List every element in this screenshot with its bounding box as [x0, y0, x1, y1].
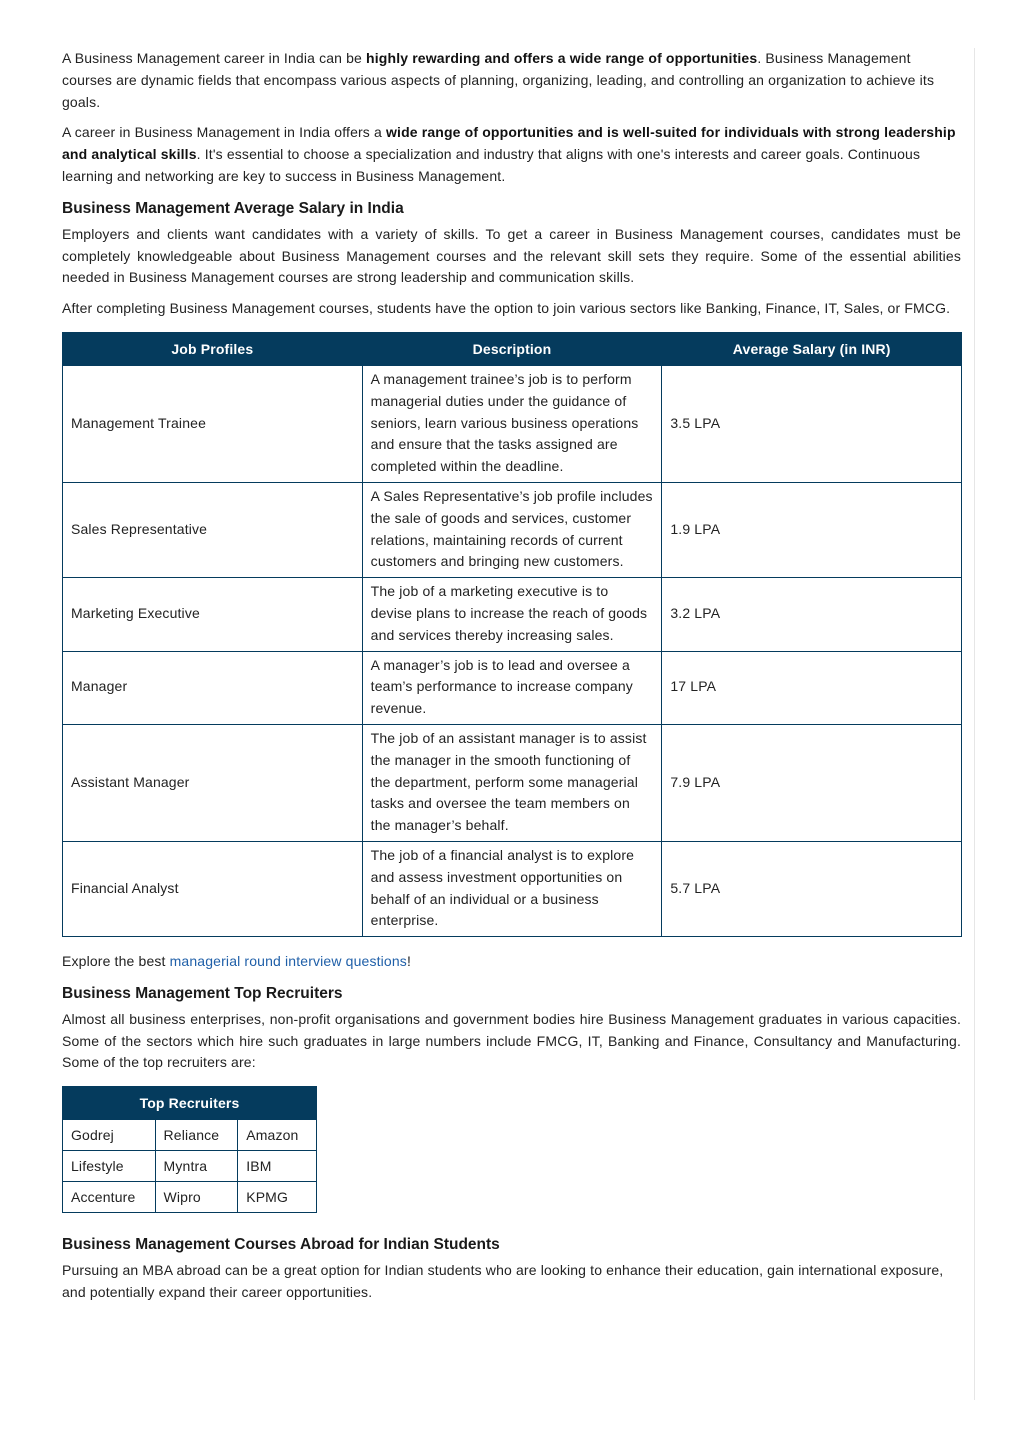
interview-questions-link[interactable]: managerial round interview questions [169, 953, 407, 970]
intro-text: A career in Business Management in India offers a [62, 124, 386, 141]
recruiter-cell: Wipro [155, 1182, 238, 1213]
salary-cell: 3.2 LPA [662, 578, 962, 651]
salary-cell: 17 LPA [662, 651, 962, 724]
job-profile-cell: Assistant Manager [63, 724, 363, 841]
table-row [63, 1182, 317, 1213]
salary-table [62, 332, 962, 937]
recruiters-paragraph: Almost all business enterprises, non-profit organisations and government bodies hire Business Management graduates in various capacities. Some of the sectors which hire such graduates in large numbers include FMCG, IT, Banking and Finance, Consultancy and Manufacturing. Some of the top recruiters are: [62, 1010, 961, 1071]
table-row [63, 365, 962, 482]
salary-table-header-row [63, 332, 962, 365]
salary-heading: Business Management Average Salary in India [62, 199, 404, 217]
explore-paragraph [62, 951, 961, 973]
recruiter-cell: Myntra [155, 1151, 238, 1182]
job-profile-cell: Manager [63, 651, 363, 724]
intro-paragraph-1 [62, 48, 961, 113]
salary-paragraph-2: After completing Business Management courses, students have the option to join various sectors like Banking, Finance, IT, Sales, or FMCG. [62, 300, 951, 317]
top-recruiters-header-row [63, 1087, 317, 1120]
recruiter-cell: Reliance [155, 1120, 238, 1151]
description-cell: The job of an assistant manager is to assist the manager in the smooth functioning of the department, perform some managerial tasks and oversee the team members on the manager’s behalf. [362, 724, 662, 841]
table-row [63, 841, 962, 936]
table-row [63, 578, 962, 651]
table-row [63, 482, 962, 577]
right-border-line [974, 48, 975, 1400]
recruiter-cell: Godrej [63, 1120, 156, 1151]
explore-text: ! [406, 953, 411, 970]
intro-emphasis: wide range of opportunities and is well-suited for individuals with strong leadership and analytical skills [62, 124, 956, 163]
salary-cell: 3.5 LPA [662, 365, 962, 482]
description-cell: The job of a financial analyst is to explore and assess investment opportunities on behalf of an individual or a business enterprise. [362, 841, 662, 936]
abroad-heading: Business Management Courses Abroad for Indian Students [62, 1236, 500, 1254]
recruiter-cell: Amazon [238, 1120, 317, 1151]
recruiters-heading: Business Management Top Recruiters [62, 984, 343, 1002]
abroad-paragraph: Pursuing an MBA abroad can be a great option for Indian students who are looking to enhance their education, gain international exposure, and potentially expand their career opportunities. [62, 1262, 944, 1301]
top-recruiters-table [62, 1086, 317, 1213]
description-cell: The job of a marketing executive is to devise plans to increase the reach of goods and services thereby increasing sales. [362, 578, 662, 651]
explore-text: Explore the best [62, 953, 170, 970]
column-header-job-profiles: Job Profiles [63, 332, 363, 365]
salary-cell: 7.9 LPA [662, 724, 962, 841]
intro-text: . It's essential to choose a specialization and industry that aligns with one's interests and career goals. Continuous learning and networking are key to success in Business Management. [62, 146, 921, 184]
job-profile-cell: Marketing Executive [63, 578, 363, 651]
table-row [63, 724, 962, 841]
description-cell: A management trainee’s job is to perform managerial duties under the guidance of seniors, learn various business operations and ensure that the tasks assigned are completed within the deadline. [362, 365, 662, 482]
table-row [63, 1151, 317, 1182]
table-row [63, 651, 962, 724]
recruiter-cell: KPMG [238, 1182, 317, 1213]
salary-cell: 5.7 LPA [662, 841, 962, 936]
description-cell: A Sales Representative’s job profile includes the sale of goods and services, customer relations, maintaining records of current customers and bringing new customers. [362, 482, 662, 577]
salary-cell: 1.9 LPA [662, 482, 962, 577]
intro-text: A Business Management career in India can be [62, 50, 367, 66]
description-cell: A manager’s job is to lead and oversee a team’s performance to increase company revenue. [362, 651, 662, 724]
job-profile-cell: Sales Representative [63, 482, 363, 577]
table-row [63, 1120, 317, 1151]
column-header-description: Description [362, 332, 662, 365]
salary-paragraph-1: Employers and clients want candidates with a variety of skills. To get a career in Business Management courses, candidates must be completely knowledgeable about Business Management courses and the relevant skill sets they require. Some of the essential abilities needed in Business Management courses are strong leadership and communication skills. [62, 225, 961, 286]
recruiter-cell: IBM [238, 1151, 317, 1182]
recruiter-cell: Lifestyle [63, 1151, 156, 1182]
article-content [62, 48, 961, 1313]
intro-emphasis: highly rewarding and offers a wide range of opportunities [366, 50, 758, 66]
job-profile-cell: Management Trainee [63, 365, 363, 482]
recruiter-cell: Accenture [63, 1182, 156, 1213]
intro-text: . Business Management courses are dynamic fields that encompass various aspects of planning, organizing, leading, and controlling an organization to achieve its goals. [62, 50, 935, 110]
intro-paragraph-2 [62, 122, 961, 187]
job-profile-cell: Financial Analyst [63, 841, 363, 936]
column-header-average-salary: Average Salary (in INR) [662, 332, 962, 365]
top-recruiters-header: Top Recruiters [63, 1087, 317, 1120]
